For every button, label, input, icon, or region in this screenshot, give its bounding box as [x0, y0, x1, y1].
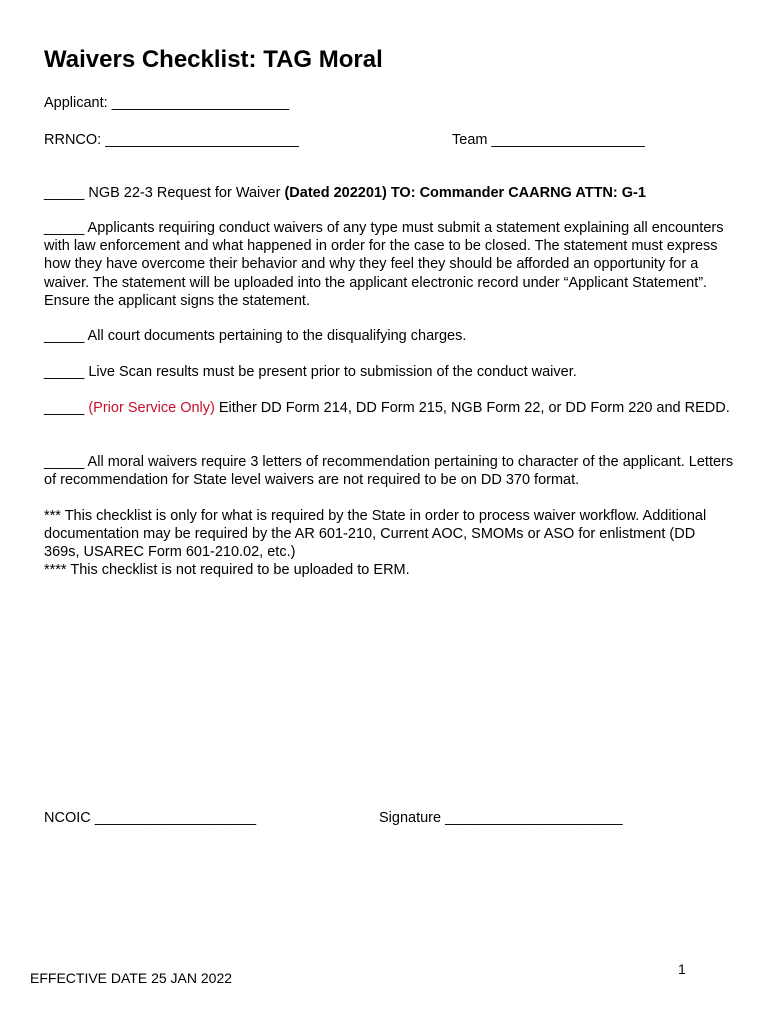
rrnco-field[interactable]: RRNCO: ________________________: [44, 132, 299, 148]
effective-date: EFFECTIVE DATE 25 JAN 2022: [30, 970, 233, 986]
checkbox-blank[interactable]: _____: [44, 400, 85, 416]
checkbox-blank[interactable]: _____: [44, 364, 85, 380]
document-title: Waivers Checklist: TAG Moral: [44, 46, 383, 73]
prior-service-highlight: (Prior Service Only): [84, 400, 215, 416]
item-bold-text: (Dated 202201) TO: Commander CAARNG ATTN: G-1: [284, 185, 646, 201]
checkbox-blank[interactable]: _____: [44, 185, 85, 201]
item-text: All moral waivers require 3 letters of recommendation pertaining to character of the applicant. Letters of recommendation for State level waivers are not required to be on DD 370 format.: [44, 454, 734, 489]
checklist-item-applicant-statement: [44, 219, 734, 310]
checkbox-blank[interactable]: _____: [44, 220, 85, 236]
checklist-item-live-scan: [44, 363, 734, 381]
checkbox-blank[interactable]: _____: [44, 328, 85, 344]
item-text: Either DD Form 214, DD Form 215, NGB Form 22, or DD Form 220 and REDD.: [214, 400, 730, 416]
note-checklist-scope: *** This checklist is only for what is required by the State in order to process waiver workflow. Additional documentation may be required by the AR 601-210, Current AOC, SMOMs or ASO for enlistment (DD 369s, USAREC Form 601-210.02, etc.): [44, 508, 707, 561]
note-erm-upload: **** This checklist is not required to be uploaded to ERM.: [44, 562, 410, 578]
checklist-item-letters-of-recommendation: [44, 453, 734, 489]
checklist-item-prior-service: [44, 399, 734, 417]
ncoic-field[interactable]: NCOIC ____________________: [44, 810, 257, 826]
applicant-field[interactable]: Applicant: ______________________: [44, 95, 290, 111]
signature-field[interactable]: Signature ______________________: [379, 810, 623, 826]
item-text: Applicants requiring conduct waivers of any type must submit a statement explaining all encounters with law enforcement and what happened in order for the case to be closed. The statement must express how they have overcome their behavior and why they feel they should be afforded an opportunity for a waiver. The statement will be uploaded into the applicant electronic record under “Applicant Statement”. Ensure the applicant signs the statement.: [44, 220, 724, 309]
checklist-item-court-documents: [44, 327, 734, 345]
checklist-item-ngb-request: [44, 184, 734, 202]
team-field[interactable]: Team ___________________: [452, 132, 645, 148]
item-text: All court documents pertaining to the disqualifying charges.: [84, 328, 467, 344]
checkbox-blank[interactable]: _____: [44, 454, 85, 470]
item-text: NGB 22-3 Request for Waiver: [84, 185, 285, 201]
page-number: 1: [678, 961, 686, 977]
item-text: Live Scan results must be present prior to submission of the conduct waiver.: [84, 364, 577, 380]
